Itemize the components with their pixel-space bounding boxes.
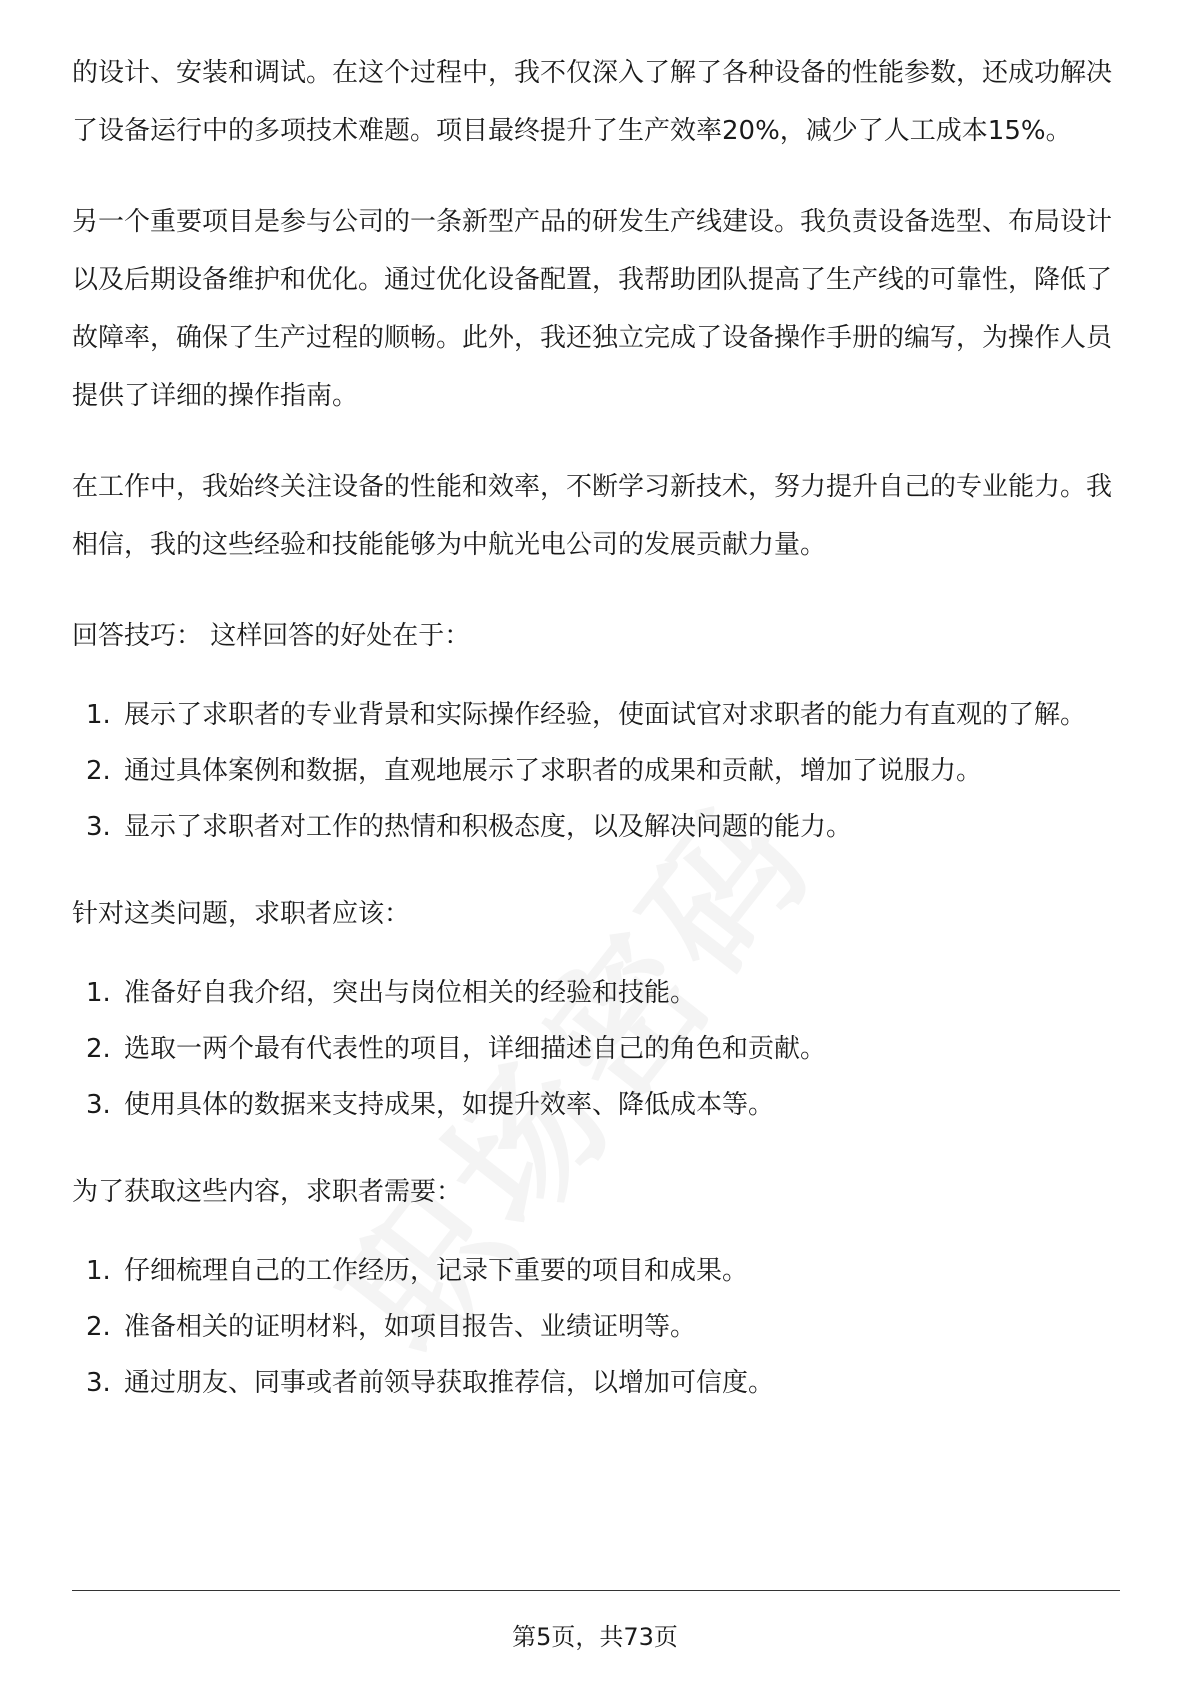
need-list — [72, 1243, 1122, 1411]
list-item — [72, 1077, 1122, 1133]
list-item — [72, 1021, 1122, 1077]
list-number: 2. — [86, 1034, 111, 1064]
list-item-text: 准备相关的证明材料，如项目报告、业绩证明等。 — [124, 1312, 697, 1342]
paragraph-project-result: 的设计、安装和调试。在这个过程中，我不仅深入了解了各种设备的性能参数，还成功解决了设备运行中的多项技术难题。项目最终提升了生产效率20%，减少了人工成本15%。 — [72, 58, 1113, 146]
list-item — [72, 799, 1122, 855]
tips-heading: 回答技巧： 这样回答的好处在于： — [72, 621, 471, 651]
list-item — [72, 1299, 1122, 1355]
list-number: 1. — [86, 1256, 111, 1286]
list-item — [72, 1243, 1122, 1299]
list-item-text: 通过朋友、同事或者前领导获取推荐信，以增加可信度。 — [124, 1368, 775, 1398]
footer-divider — [72, 1590, 1120, 1591]
paragraph-work-attitude: 在工作中，我始终关注设备的性能和效率，不断学习新技术，努力提升自己的专业能力。我相信，我的这些经验和技能能够为中航光电公司的发展贡献力量。 — [72, 472, 1113, 560]
list-number: 1. — [86, 978, 111, 1008]
list-item — [72, 743, 1122, 799]
list-item — [72, 1355, 1122, 1411]
need-heading: 为了获取这些内容，求职者需要： — [72, 1177, 463, 1207]
list-number: 3. — [86, 1090, 111, 1120]
page-number: 第5页，共73页 — [512, 1623, 678, 1651]
should-list — [72, 965, 1122, 1133]
tips-list — [72, 687, 1122, 855]
list-item — [72, 965, 1122, 1021]
paragraph-production-line-project: 另一个重要项目是参与公司的一条新型产品的研发生产线建设。我负责设备选型、布局设计以及后期设备维护和优化。通过优化设备配置，我帮助团队提高了生产线的可靠性，降低了故障率，确保了生产过程的顺畅。此外，我还独立完成了设备操作手册的编写，为操作人员提供了详细的操作指南。 — [72, 207, 1113, 411]
list-item — [72, 687, 1122, 743]
list-item-text: 选取一两个最有代表性的项目，详细描述自己的角色和贡献。 — [124, 1034, 827, 1064]
list-number: 2. — [86, 1312, 111, 1342]
should-heading: 针对这类问题，求职者应该： — [72, 899, 411, 929]
list-item-text: 仔细梳理自己的工作经历，记录下重要的项目和成果。 — [124, 1256, 749, 1286]
document-body — [72, 44, 1122, 1441]
list-number: 1. — [86, 700, 111, 730]
list-item-text: 显示了求职者对工作的热情和积极态度，以及解决问题的能力。 — [124, 812, 853, 842]
list-number: 3. — [86, 812, 111, 842]
list-item-text: 通过具体案例和数据，直观地展示了求职者的成果和贡献，增加了说服力。 — [124, 756, 983, 786]
list-item-text: 使用具体的数据来支持成果，如提升效率、降低成本等。 — [124, 1090, 775, 1120]
list-number: 2. — [86, 756, 111, 786]
list-item-text: 准备好自我介绍，突出与岗位相关的经验和技能。 — [124, 978, 697, 1008]
list-number: 3. — [86, 1368, 111, 1398]
list-item-text: 展示了求职者的专业背景和实际操作经验，使面试官对求职者的能力有直观的了解。 — [124, 700, 1087, 730]
